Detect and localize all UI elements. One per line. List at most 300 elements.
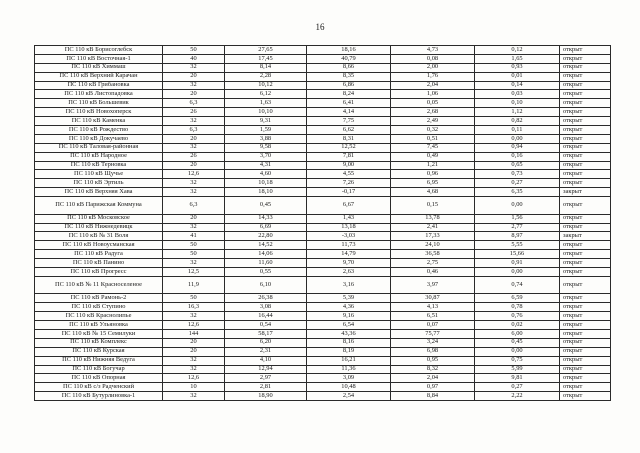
cell-status: открыт [560,170,611,179]
cell-contracted-power: 6,00 [475,329,560,338]
cell-status: открыт [560,214,611,223]
cell-substation-name: ПС 110 кВ Парижская Коммуна [35,197,163,215]
cell-contracted-power: 0,93 [475,63,560,72]
cell-status: открыт [560,250,611,259]
cell-requested-power: 3,97 [391,276,475,294]
cell-reserve: 4,36 [307,303,391,312]
table-row [35,134,611,143]
table-row [35,117,611,126]
cell-status: открыт [560,392,611,401]
cell-load: 4,60 [225,170,307,179]
cell-substation-name: ПС 110 кВ Терновка [35,161,163,170]
cell-requested-power: 3,24 [391,338,475,347]
cell-capacity: 50 [163,250,225,259]
cell-status: открыт [560,152,611,161]
cell-capacity: 20 [163,347,225,356]
cell-reserve: 2,63 [307,267,391,276]
table-row [35,250,611,259]
cell-status: открыт [560,90,611,99]
cell-contracted-power: 0,78 [475,303,560,312]
table-row [35,161,611,170]
cell-requested-power: 4,68 [391,188,475,197]
cell-capacity: 32 [163,63,225,72]
cell-substation-name: ПС 110 кВ Грибановка [35,81,163,90]
cell-load: 2,81 [225,383,307,392]
table-row [35,312,611,321]
cell-requested-power: 0,95 [391,356,475,365]
cell-capacity: 20 [163,214,225,223]
table-row [35,392,611,401]
cell-substation-name: ПС 110 кВ № 31 Воля [35,232,163,241]
cell-reserve: 1,43 [307,214,391,223]
cell-substation-name: ПС 110 кВ Нижняя Ведуга [35,356,163,365]
cell-requested-power: 7,45 [391,143,475,152]
cell-substation-name: ПС 110 кВ Таловая-районная [35,143,163,152]
cell-capacity: 10 [163,383,225,392]
cell-requested-power: 0,08 [391,54,475,63]
cell-contracted-power: 2,22 [475,392,560,401]
cell-capacity: 20 [163,161,225,170]
table-row [35,46,611,55]
table-row [35,356,611,365]
cell-status: открыт [560,383,611,392]
cell-substation-name: ПС 110 кВ Борисоглебск [35,46,163,55]
cell-capacity: 40 [163,54,225,63]
cell-substation-name: ПС 110 кВ Эртиль [35,179,163,188]
cell-contracted-power: 0,74 [475,276,560,294]
cell-reserve: 11,73 [307,241,391,250]
cell-substation-name: ПС 110 кВ № 11 Красноселеное [35,276,163,294]
cell-requested-power: 1,76 [391,72,475,81]
cell-substation-name: ПС 110 кВ Восточная-1 [35,54,163,63]
cell-status: открыт [560,241,611,250]
cell-load: 1,59 [225,126,307,135]
cell-status: открыт [560,321,611,330]
cell-reserve: 43,36 [307,329,391,338]
table-row [35,63,611,72]
cell-requested-power: 2,68 [391,108,475,117]
cell-status: открыт [560,81,611,90]
cell-reserve: 13,18 [307,223,391,232]
cell-contracted-power: 6,35 [475,188,560,197]
cell-reserve: 6,86 [307,81,391,90]
cell-requested-power: 8,32 [391,365,475,374]
cell-reserve: 4,55 [307,170,391,179]
cell-capacity: 12,6 [163,170,225,179]
cell-capacity: 32 [163,117,225,126]
table-row [35,188,611,197]
cell-load: 22,80 [225,232,307,241]
cell-contracted-power: 0,65 [475,161,560,170]
cell-contracted-power: 1,12 [475,108,560,117]
cell-reserve: 12,52 [307,143,391,152]
cell-load: 6,20 [225,338,307,347]
table-row [35,99,611,108]
cell-requested-power: 75,77 [391,329,475,338]
cell-status: открыт [560,223,611,232]
cell-status: открыт [560,46,611,55]
table-row [35,90,611,99]
cell-requested-power: 36,58 [391,250,475,259]
cell-contracted-power: 0,00 [475,134,560,143]
cell-substation-name: ПС 110 кВ Новохоперск [35,108,163,117]
cell-capacity: 20 [163,90,225,99]
cell-load: 4,31 [225,161,307,170]
table-row [35,383,611,392]
cell-substation-name: ПС 110 кВ Радуга [35,250,163,259]
cell-contracted-power: 0,12 [475,46,560,55]
table-row [35,329,611,338]
cell-load: 1,63 [225,99,307,108]
cell-reserve: 9,00 [307,161,391,170]
cell-substation-name: ПС 110 кВ Новоусманская [35,241,163,250]
cell-status: открыт [560,134,611,143]
cell-substation-name: ПС 110 кВ Ступино [35,303,163,312]
cell-status: открыт [560,126,611,135]
table-row [35,241,611,250]
cell-status: открыт [560,72,611,81]
cell-contracted-power: 0,11 [475,126,560,135]
cell-requested-power: 13,78 [391,214,475,223]
cell-requested-power: 2,49 [391,117,475,126]
cell-capacity: 20 [163,338,225,347]
cell-requested-power: 6,95 [391,179,475,188]
table-row [35,365,611,374]
table-row [35,294,611,303]
cell-substation-name: ПС 110 кВ Ульяновка [35,321,163,330]
table-row [35,108,611,117]
cell-reserve: 6,62 [307,126,391,135]
cell-substation-name: ПС 110 кВ Панино [35,259,163,268]
cell-status: открыт [560,303,611,312]
cell-capacity: 32 [163,356,225,365]
table-row [35,54,611,63]
cell-load: 3,88 [225,134,307,143]
cell-capacity: 26 [163,152,225,161]
cell-substation-name: ПС 110 кВ Богучар [35,365,163,374]
cell-requested-power: 2,04 [391,374,475,383]
cell-requested-power: 2,00 [391,63,475,72]
table-row [35,303,611,312]
cell-requested-power: 2,41 [391,223,475,232]
cell-substation-name: ПС 110 кВ Рождество [35,126,163,135]
cell-load: 8,14 [225,63,307,72]
cell-capacity: 32 [163,365,225,374]
cell-substation-name: ПС 110 кВ Докучаево [35,134,163,143]
table-row [35,276,611,294]
cell-contracted-power: 0,45 [475,338,560,347]
cell-status: открыт [560,276,611,294]
cell-requested-power: 6,51 [391,312,475,321]
table-row [35,81,611,90]
cell-contracted-power: 0,94 [475,143,560,152]
cell-status: открыт [560,365,611,374]
table-row [35,197,611,215]
cell-load: 58,17 [225,329,307,338]
cell-capacity: 41 [163,232,225,241]
cell-status: открыт [560,117,611,126]
cell-reserve: 8,31 [307,134,391,143]
cell-requested-power: 1,06 [391,90,475,99]
cell-capacity: 32 [163,312,225,321]
cell-load: 10,12 [225,81,307,90]
cell-contracted-power: 0,27 [475,179,560,188]
cell-status: открыт [560,267,611,276]
cell-requested-power: 0,96 [391,170,475,179]
cell-load: 9,31 [225,117,307,126]
cell-capacity: 32 [163,188,225,197]
cell-reserve: 16,21 [307,356,391,365]
table-row [35,214,611,223]
cell-load: 12,94 [225,365,307,374]
cell-substation-name: ПС 110 кВ Нижнедевицк [35,223,163,232]
cell-load: 3,08 [225,303,307,312]
cell-status: открыт [560,108,611,117]
cell-contracted-power: 0,03 [475,90,560,99]
cell-reserve: 11,36 [307,365,391,374]
cell-capacity: 20 [163,134,225,143]
cell-capacity: 6,3 [163,197,225,215]
table-row [35,374,611,383]
cell-reserve: 8,19 [307,347,391,356]
table-row [35,259,611,268]
cell-load: 10,10 [225,108,307,117]
cell-substation-name: ПС 110 кВ Народное [35,152,163,161]
cell-load: 2,28 [225,72,307,81]
cell-status: закрыт [560,188,611,197]
cell-status: открыт [560,294,611,303]
cell-capacity: 6,3 [163,99,225,108]
cell-contracted-power: 9,81 [475,374,560,383]
cell-substation-name: ПС 110 кВ Курская [35,347,163,356]
cell-capacity: 32 [163,143,225,152]
cell-capacity: 16,3 [163,303,225,312]
cell-contracted-power: 0,91 [475,259,560,268]
cell-contracted-power: 0,73 [475,170,560,179]
cell-load: 3,70 [225,152,307,161]
cell-load: 0,55 [225,267,307,276]
cell-contracted-power: 0,00 [475,197,560,215]
cell-substation-name: ПС 110 кВ Каменка [35,117,163,126]
table-row [35,267,611,276]
cell-capacity: 12,6 [163,374,225,383]
cell-capacity: 12,5 [163,267,225,276]
cell-contracted-power: 0,75 [475,356,560,365]
cell-contracted-power: 15,66 [475,250,560,259]
cell-substation-name: ПС 110 кВ Щучье [35,170,163,179]
cell-load: 10,18 [225,179,307,188]
cell-capacity: 144 [163,329,225,338]
cell-reserve: 8,35 [307,72,391,81]
cell-requested-power: 0,32 [391,126,475,135]
table-row [35,170,611,179]
cell-reserve: 6,54 [307,321,391,330]
cell-reserve: 14,79 [307,250,391,259]
cell-reserve: -3,03 [307,232,391,241]
cell-requested-power: 2,75 [391,259,475,268]
cell-capacity: 32 [163,223,225,232]
cell-load: 14,33 [225,214,307,223]
cell-status: открыт [560,312,611,321]
cell-load: 16,44 [225,312,307,321]
cell-requested-power: 6,98 [391,347,475,356]
cell-reserve: 3,16 [307,276,391,294]
cell-requested-power: 0,51 [391,134,475,143]
cell-substation-name: ПС 110 кВ Химмаш [35,63,163,72]
cell-capacity: 32 [163,81,225,90]
cell-load: 9,58 [225,143,307,152]
cell-reserve: -0,17 [307,188,391,197]
cell-requested-power: 0,97 [391,383,475,392]
cell-reserve: 6,41 [307,99,391,108]
cell-contracted-power: 2,77 [475,223,560,232]
cell-load: 2,97 [225,374,307,383]
cell-contracted-power: 0,82 [475,117,560,126]
cell-reserve: 7,26 [307,179,391,188]
table-row [35,232,611,241]
cell-status: открыт [560,374,611,383]
table-row [35,223,611,232]
cell-contracted-power: 0,76 [475,312,560,321]
cell-load: 0,45 [225,197,307,215]
cell-reserve: 10,48 [307,383,391,392]
cell-contracted-power: 0,02 [475,321,560,330]
cell-requested-power: 8,84 [391,392,475,401]
cell-contracted-power: 0,00 [475,347,560,356]
cell-requested-power: 0,46 [391,267,475,276]
cell-load: 27,65 [225,46,307,55]
cell-requested-power: 4,13 [391,303,475,312]
cell-status: открыт [560,143,611,152]
cell-status: открыт [560,197,611,215]
cell-load: 6,10 [225,276,307,294]
cell-capacity: 32 [163,259,225,268]
cell-contracted-power: 0,01 [475,72,560,81]
cell-load: 14,06 [225,250,307,259]
cell-substation-name: ПС 110 кВ Опорная [35,374,163,383]
cell-substation-name: ПС 110 кВ Большевик [35,99,163,108]
cell-substation-name: ПС 110 кВ Комплекс [35,338,163,347]
cell-requested-power: 0,15 [391,197,475,215]
cell-requested-power: 0,49 [391,152,475,161]
cell-reserve: 7,81 [307,152,391,161]
table-row [35,347,611,356]
cell-status: открыт [560,161,611,170]
cell-status: открыт [560,54,611,63]
cell-capacity: 50 [163,241,225,250]
cell-load: 4,10 [225,356,307,365]
cell-reserve: 6,67 [307,197,391,215]
cell-reserve: 8,16 [307,338,391,347]
cell-status: закрыт [560,232,611,241]
cell-load: 6,69 [225,223,307,232]
cell-capacity: 32 [163,179,225,188]
cell-capacity: 11,9 [163,276,225,294]
cell-substation-name: ПС 110 кВ Рамонь-2 [35,294,163,303]
cell-load: 14,52 [225,241,307,250]
cell-status: открыт [560,338,611,347]
cell-requested-power: 1,21 [391,161,475,170]
cell-reserve: 3,09 [307,374,391,383]
cell-contracted-power: 0,00 [475,267,560,276]
cell-capacity: 12,6 [163,321,225,330]
cell-status: открыт [560,329,611,338]
cell-status: открыт [560,179,611,188]
cell-contracted-power: 8,97 [475,232,560,241]
cell-requested-power: 0,07 [391,321,475,330]
cell-status: открыт [560,63,611,72]
table-row [35,143,611,152]
cell-capacity: 50 [163,294,225,303]
cell-reserve: 4,14 [307,108,391,117]
cell-capacity: 6,3 [163,126,225,135]
cell-requested-power: 0,05 [391,99,475,108]
cell-load: 26,38 [225,294,307,303]
cell-load: 18,90 [225,392,307,401]
table-row [35,72,611,81]
cell-substation-name: ПС 110 кВ Московское [35,214,163,223]
cell-requested-power: 4,73 [391,46,475,55]
cell-substation-name: ПС 110 кВ Прогресс [35,267,163,276]
cell-requested-power: 24,10 [391,241,475,250]
cell-contracted-power: 1,56 [475,214,560,223]
table-row [35,179,611,188]
cell-contracted-power: 0,27 [475,383,560,392]
cell-status: открыт [560,347,611,356]
cell-reserve: 18,16 [307,46,391,55]
cell-reserve: 9,70 [307,259,391,268]
cell-load: 2,31 [225,347,307,356]
cell-contracted-power: 6,59 [475,294,560,303]
cell-substation-name: ПС 110 кВ Верхняя Хава [35,188,163,197]
page-number: 16 [315,22,325,32]
cell-capacity: 26 [163,108,225,117]
cell-load: 6,12 [225,90,307,99]
cell-substation-name: ПС 110 кВ № 15 Семилуки [35,329,163,338]
cell-contracted-power: 0,10 [475,99,560,108]
cell-requested-power: 17,33 [391,232,475,241]
table-row [35,126,611,135]
cell-requested-power: 30,87 [391,294,475,303]
cell-reserve: 8,66 [307,63,391,72]
cell-contracted-power: 5,55 [475,241,560,250]
table-row [35,321,611,330]
table-row [35,338,611,347]
cell-contracted-power: 1,65 [475,54,560,63]
cell-substation-name: ПС 110 кВ Краснолипье [35,312,163,321]
table-body [35,46,611,401]
cell-load: 11,60 [225,259,307,268]
cell-status: открыт [560,356,611,365]
cell-substation-name: ПС 110 кВ Верхний Карачан [35,72,163,81]
cell-status: открыт [560,259,611,268]
cell-reserve: 2,54 [307,392,391,401]
cell-reserve: 5,39 [307,294,391,303]
cell-contracted-power: 5,99 [475,365,560,374]
cell-capacity: 20 [163,72,225,81]
table-row [35,152,611,161]
cell-reserve: 8,24 [307,90,391,99]
cell-load: 18,10 [225,188,307,197]
cell-reserve: 40,79 [307,54,391,63]
cell-requested-power: 2,04 [391,81,475,90]
cell-reserve: 9,16 [307,312,391,321]
cell-capacity: 32 [163,392,225,401]
cell-load: 17,45 [225,54,307,63]
cell-substation-name: ПС 110 кВ Бутурлиновка-1 [35,392,163,401]
cell-substation-name: ПС 110 кВ с/з Радченский [35,383,163,392]
cell-contracted-power: 0,14 [475,81,560,90]
